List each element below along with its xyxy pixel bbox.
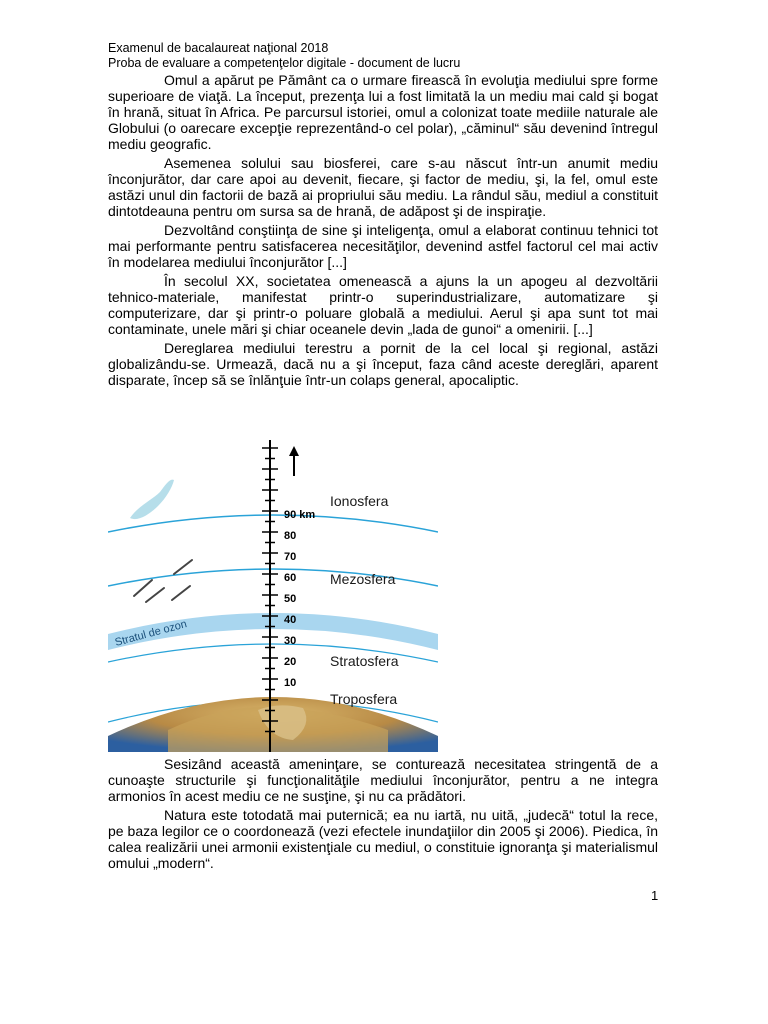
page-number: 1 — [651, 888, 659, 903]
paragraph: Dereglarea mediului terestru a pornit de la cel local şi regional, astăzi globalizându-se. Urmează, dacă nu a şi început, faza când aceste dereglări, aparent disparate, încep să se înlănţuie într-un colaps general, apocaliptic. — [108, 340, 658, 388]
atmosphere-diagram — [108, 440, 438, 752]
cloud-icon — [130, 480, 174, 519]
document-header — [108, 41, 460, 71]
arrow-up-icon — [289, 446, 299, 476]
tick-label-40: 40 — [284, 614, 297, 626]
layer-label-mesosphere: Mezosfera — [330, 571, 396, 587]
meteor-streaks — [134, 560, 192, 602]
layer-label-stratosphere: Stratosfera — [330, 653, 399, 669]
layer-label-ionosphere: Ionosfera — [330, 493, 389, 509]
ionosphere-boundary-line — [108, 515, 438, 532]
atmosphere-figure — [108, 440, 438, 752]
header-exam-title: Examenul de bacalaureat naţional 2018 — [108, 41, 329, 55]
paragraph: În secolul XX, societatea omenească a ajuns la un apogeu al dezvoltării tehnico-materiale, manifestat printr-o superindustrializare, automatizare şi computerizare, dar şi printr-o poluare globală a mediului. Aerul şi apa sunt tot mai contaminate, unele mări şi chiar oceanele devin „lada de gunoi“ a omenirii. [...] — [108, 273, 658, 337]
tick-label-70: 70 — [284, 551, 297, 563]
tick-label-50: 50 — [284, 593, 297, 605]
paragraph: Asemenea solului sau biosferei, care s-au născut într-un anumit mediu înconjurător, dar care apoi au devenit, fiecare, şi factor de mediu, şi, la fel, omul este astăzi unul din factorii de bază ai propriului său mediu. La rândul său, mediul a constituit dintotdeauna pentru om sursa sa de hrană, de adăpost şi de inspiraţie. — [108, 155, 658, 219]
tick-label-90: 90 km — [284, 509, 316, 521]
tick-label-60: 60 — [284, 572, 297, 584]
header-exam-subtitle: Proba de evaluare a competenţelor digitale - document de lucru — [108, 56, 461, 70]
paragraph: Natura este totodată mai puternică; ea nu iartă, nu uită, „judecă“ totul la rece, pe baza legilor ce o coordonează (vezi efectele inundaţiilor din 2005 şi 2006). Piedica, în calea realizării unei armonii existenţiale cu mediul, o constituie ignoranţa şi materialismul omului „modern“. — [108, 807, 658, 871]
tick-label-80: 80 — [284, 530, 297, 542]
text-block-top — [108, 72, 658, 391]
tick-label-20: 20 — [284, 656, 297, 668]
paragraph: Dezvoltând conştiinţa de sine şi inteligenţa, omul a elaborat continuu tehnici tot mai performante pentru satisfacerea necesităţilor, devenind astfel factorul cel mai activ în modelarea mediului înconjurător [...] — [108, 222, 658, 270]
ozone-layer-label: Stratul de ozon — [113, 618, 189, 649]
paragraph: Sesizând această ameninţare, se conturează necesitatea stringentă de a cunoaşte structurile şi funcţionalităţile mediului înconjurător, pentru a ne integra armonios în acest mediu ce ne susţine, şi nu ca prădători. — [108, 756, 658, 804]
layer-label-troposphere: Troposfera — [330, 691, 398, 707]
tick-label-30: 30 — [284, 635, 297, 647]
tick-label-10: 10 — [284, 677, 297, 689]
paragraph: Omul a apărut pe Pământ ca o urmare firească în evoluţia mediului spre forme superioare de viaţă. La început, prezenţa lui a fost limitată la un mediu mai cald şi bogat în hrană, situat în Africa. Pe parcursul istoriei, omul a colonizat toate mediile naturale ale Globului (o oarecare excepţie reprezentând-o cel polar), „căminul“ său devenind întregul mediu geografic. — [108, 72, 658, 152]
text-block-bottom — [108, 756, 658, 874]
